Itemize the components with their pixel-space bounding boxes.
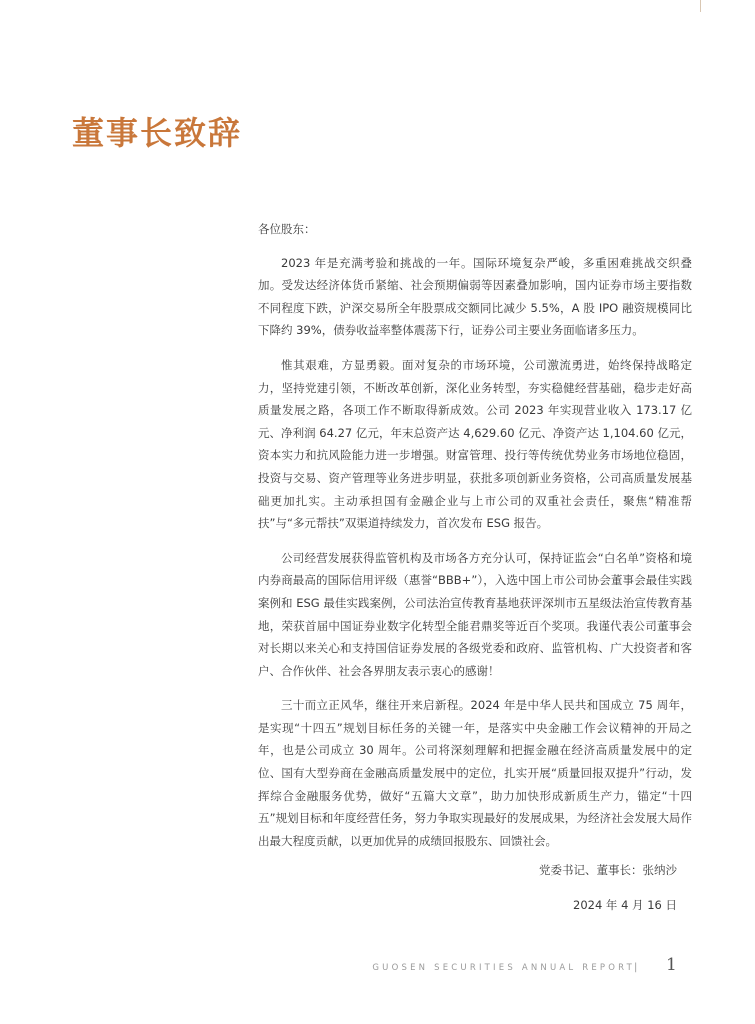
signature: 党委书记、董事长：张纳沙 bbox=[539, 863, 677, 877]
signature-date: 2024 年 4 月 16 日 bbox=[573, 898, 677, 912]
letter-paragraph-3: 公司经营发展获得监管机构及市场各方充分认可，保持证监会“白名单”资格和境内券商最高的国际信用评级（惠誉“BBB+”），入选中国上市公司协会董事会最佳实践案例和 ESG 最佳实践案例，公司法治宣传教育基地获评深圳市五星级法治宣传教育基地，荣获首届中国证券业数字化转型全能君鼎奖等近百个奖项。我谨代表公司董事会对长期以来关心和支持国信证券发展的各级党委和政府、监管机构、广大投资者和客户、合作伙伴、社会各界朋友表示衷心的感谢！ bbox=[258, 550, 692, 678]
letter-body bbox=[258, 218, 692, 864]
letter-paragraph-4: 三十而立正风华，继往开来启新程。2024 年是中华人民共和国成立 75 周年，是实现“十四五”规划目标任务的关键一年，是落实中央金融工作会议精神的开局之年，也是公司成立 30 周年。公司将深刻理解和把握金融在经济高质量发展中的定位、国有大型券商在金融高质量发展中的定位，扎实开展“质量回报双提升”行动，发挥综合金融服务优势，做好“五篇大文章”，助力加快形成新质生产力，锚定“十四五”规划目标和年度经营任务，努力争取实现最好的发展成果，为经济社会发展大局作出最大程度贡献，以更加优异的成绩回报股东、回馈社会。 bbox=[258, 698, 692, 848]
footer-separator: | bbox=[634, 962, 638, 973]
salutation: 各位股东： bbox=[258, 222, 316, 236]
footer-report-name: GUOSEN SECURITIES ANNUAL REPORT bbox=[372, 963, 635, 973]
page-number: 1 bbox=[666, 955, 677, 975]
letter-paragraph-1: 2023 年是充满考验和挑战的一年。国际环境复杂严峻，多重困难挑战交织叠加。受发达经济体货币紧缩、社会预期偏弱等因素叠加影响，国内证券市场主要指数不同程度下跌，沪深交易所全年股票成交额同比减少 5.5%，A 股 IPO 融资规模同比下降约 39%，债券收益率整体震荡下行，证券公司主要业务面临诸多压力。 bbox=[258, 255, 692, 338]
page-title: 董事长致辞 bbox=[72, 114, 243, 152]
letter-paragraph-2: 惟其艰难，方显勇毅。面对复杂的市场环境，公司激流勇进，始终保持战略定力，坚持党建引领，不断改革创新，深化业务转型，夯实稳健经营基础，稳步走好高质量发展之路，各项工作不断取得新成效。公司 2023 年实现营业收入 173.17 亿元、净利润 64.27 亿元，年末总资产达 4,629.60 亿元、净资产达 1,104.60 亿元，资本实力和抗风险能力进一步增强。财富管理、投行等传统优势业务市场地位稳固，投资与交易、资产管理等业务进步明显，获批多项创新业务资格，公司高质量发展基础更加扎实。主动承担国有金融企业与上市公司的双重社会责任，聚焦“精准帮扶”与“多元帮扶”双渠道持续发力，首次发布 ESG 报告。 bbox=[258, 357, 692, 531]
top-corner-rule bbox=[700, 0, 701, 12]
